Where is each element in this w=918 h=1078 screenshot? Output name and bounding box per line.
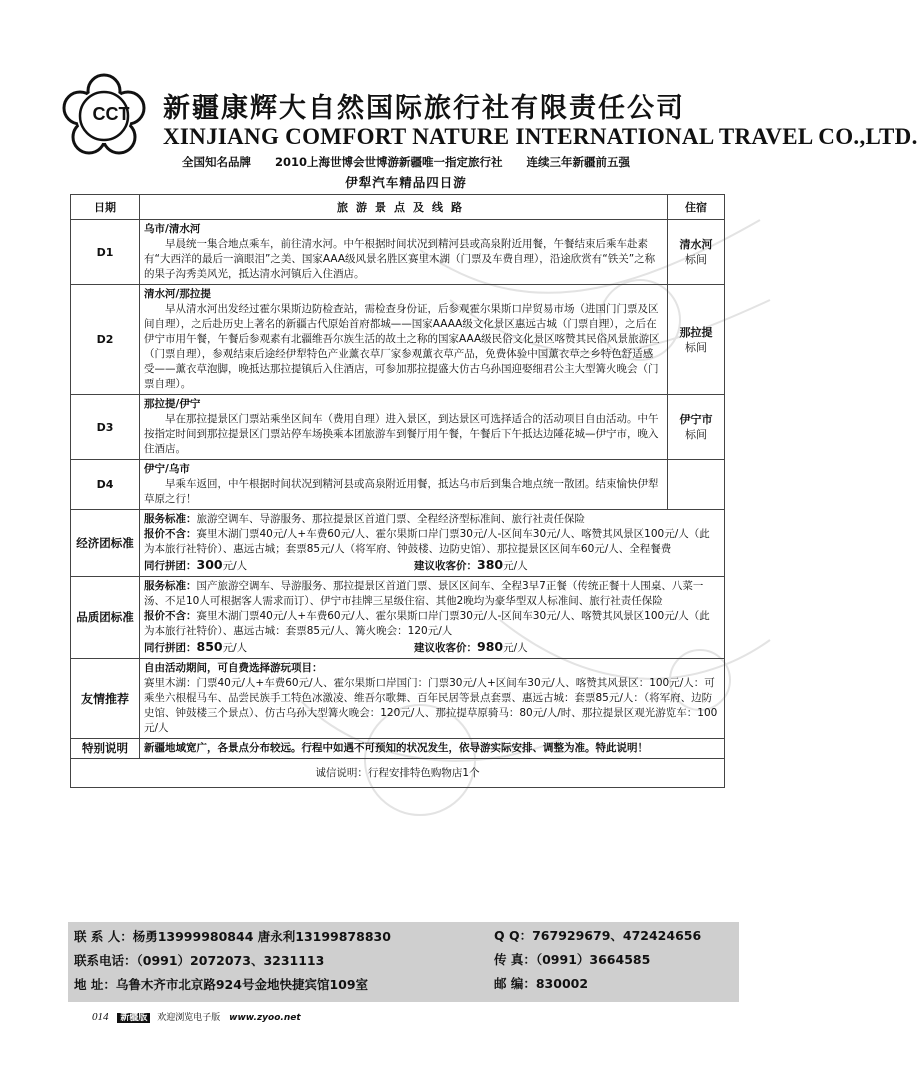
day-stay [668, 220, 725, 285]
person-label: 联 系 人： [74, 929, 133, 944]
itinerary-table [70, 194, 725, 788]
contact-row-fax [494, 950, 650, 968]
day-content [140, 285, 668, 395]
address-value: 乌鲁木齐市北京路924号金地快捷宾馆109室 [115, 977, 369, 992]
suggest-price: 980 [477, 639, 504, 654]
peer-price: 300 [196, 557, 223, 572]
footer-text: 欢迎浏览电子版 [157, 1013, 221, 1023]
stay-place: 伊宁市 [679, 413, 713, 426]
special-label: 特别说明 [71, 739, 140, 759]
price-unit: 元/人 [503, 560, 528, 572]
suggest-price-block [414, 639, 528, 656]
day-desc: 早在那拉提景区门票站乘坐区间车（费用自理）进入景区，到达景区可选择适合的活动项目自由活动。中午按指定时间到那拉提景区门票站停车场换乘本团旅游车到餐厅用午餐，午餐后下午抵达边陲花城—伊宁市，晚入住酒店。 [144, 413, 659, 455]
economy-content [140, 510, 725, 577]
table-row-day [71, 395, 725, 460]
table-row-day [71, 220, 725, 285]
stay-place: 那拉提 [679, 325, 713, 339]
recommend-heading: 自由活动期间，可自费选择游玩项目： [144, 662, 323, 674]
table-row-special [71, 739, 725, 759]
zip-label: 邮 编： [494, 976, 536, 991]
recommend-label: 友情推荐 [71, 659, 140, 739]
economy-excluded [144, 527, 720, 557]
service-text: 旅游空调车、导游服务、那拉提景区首道门票、全程经济型标准间、旅行社责任保险 [196, 513, 585, 525]
table-row-economy [71, 510, 725, 577]
service-label: 服务标准： [144, 513, 197, 525]
contact-box [68, 922, 739, 1002]
company-name-cn: 新疆康辉大自然国际旅行社有限责任公司 [163, 93, 685, 124]
page-footer [92, 1010, 301, 1026]
quality-label: 品质团标准 [71, 577, 140, 659]
recommend-content [140, 659, 725, 739]
day-desc: 早从清水河出发经过霍尔果斯边防检查站，需检查身份证，后参观霍尔果斯口岸贸易市场（进国门门票及区间自理），之后赴历史上著名的新疆古代原始首府都城——国家AAAA级文化景区惠远古城（门票自理），之后在伊宁市用午餐，午餐后参观素有北疆维吾尔族生活的故土之称的国家AAA级民俗文化景区喀赞其民俗风景旅游区（门票自理），参观结束后途经伊犁特色产业薰衣草厂家参观薰衣草产品，免费体验中国薰衣草之乡特色舒适感受——薰衣草泡脚，晚抵达那拉提镇后入住酒店，可参加那拉提盛大仿古乌孙国迎娶细君公主大型篝火晚会（门票自理）。 [144, 303, 660, 390]
day-content [140, 220, 668, 285]
day-title: 清水河/那拉提 [144, 288, 211, 300]
table-row-recommend [71, 659, 725, 739]
economy-price-row [144, 557, 720, 574]
price-unit: 元/人 [222, 560, 248, 572]
stay-type: 标间 [685, 428, 707, 441]
slogan-item: 连续三年新疆前五强 [526, 155, 631, 169]
contact-row-address [74, 974, 368, 996]
table-row-day [71, 460, 725, 510]
day-title: 伊宁/乌市 [144, 463, 190, 475]
day-title: 乌市/清水河 [144, 223, 201, 235]
stay-place: 清水河 [679, 238, 713, 251]
day-title: 那拉提/伊宁 [144, 398, 201, 410]
peer-price-block [144, 639, 414, 656]
zip-value: 830002 [535, 976, 589, 991]
suggest-price: 380 [477, 557, 504, 572]
contact-row-zip [494, 974, 588, 992]
company-logo [62, 74, 146, 158]
day-stay [668, 285, 725, 395]
header-stay: 住宿 [668, 195, 725, 220]
day-content [140, 395, 668, 460]
price-unit: 元/人 [222, 642, 248, 654]
day-label: D1 [71, 220, 140, 285]
peer-label: 同行拼团： [144, 642, 197, 654]
phone-label: 联系电话： [74, 953, 137, 968]
tour-title: 伊犁汽车精品四日游 [345, 175, 467, 190]
honesty-note: 诚信说明：行程安排特色购物店1个 [71, 759, 725, 788]
fax-value: （0991）3664585 [535, 952, 651, 967]
header-date: 日期 [71, 195, 140, 220]
contact-row-person [74, 926, 391, 948]
person-value: 杨勇13999980844 唐永利13199878830 [132, 929, 391, 944]
peer-price-block [144, 557, 414, 574]
table-row-quality [71, 577, 725, 659]
stay-type: 标间 [685, 253, 707, 266]
excluded-text: 赛里木湖门票40元/人+车费60元/人、霍尔果斯口岸门票30元/人-区间车30元/人、喀赞其风景区100元/人（此为本旅行社特价）、惠远古城：套票85元/人、篝火晚会：120元/人 [144, 610, 710, 637]
stay-type: 标间 [685, 340, 707, 354]
suggest-price-block [414, 557, 528, 574]
header-route: 旅游景点及线路 [140, 195, 668, 220]
address-label: 地 址： [74, 977, 116, 992]
quality-excluded [144, 609, 720, 639]
service-text: 国产旅游空调车、导游服务、那拉提景区首道门票、景区区间车、全程3早7正餐（传统正餐十人围桌、八菜一汤、不足10人可根据客人需求而订）、伊宁市挂牌三星级住宿、其他2晚均为豪华型双人标准间、旅行社责任保险 [144, 580, 704, 607]
price-unit: 元/人 [503, 642, 528, 654]
economy-service [144, 512, 720, 527]
slogan-item: 全国知名品牌 [181, 155, 251, 169]
peer-price: 850 [196, 639, 223, 654]
special-text: 新疆地域宽广，各景点分布较远。行程中如遇不可预知的状况发生，依导游实际安排、调整为准。特此说明！ [140, 739, 725, 759]
phone-value: （0991）2072073、3231113 [136, 953, 325, 968]
quality-service [144, 579, 720, 609]
day-label: D2 [71, 285, 140, 395]
excluded-text: 赛里木湖门票40元/人+车费60元/人、霍尔果斯口岸门票30元/人-区间车30元/人、喀赞其风景区100元/人（此为本旅行社特价）、惠远古城；套票85元/人（将军府、钟鼓楼、边防史馆）、那拉提景区区间车60元/人、全程餐费 [144, 528, 710, 555]
peer-label: 同行拼团： [144, 560, 197, 572]
excluded-label: 报价不含： [144, 610, 197, 622]
day-stay [668, 395, 725, 460]
quality-price-row [144, 639, 720, 656]
day-desc: 早乘车返回，中午根据时间状况到精河县或高泉附近用餐，抵达乌市后到集合地点统一散团。结束愉快伊犁草原之行！ [144, 478, 659, 505]
day-stay [668, 460, 725, 510]
table-row-day [71, 285, 725, 395]
qq-label: Q Q： [494, 928, 533, 943]
service-label: 服务标准： [144, 580, 197, 592]
contact-row-phone [74, 950, 324, 972]
slogan-line [56, 154, 756, 170]
footer-site-link[interactable]: www.zyoo.net [229, 1013, 301, 1023]
quality-content [140, 577, 725, 659]
edition-tag: 新疆版 [117, 1013, 150, 1023]
recommend-text: 赛里木湖：门票40元/人+车费60元/人、霍尔果斯口岸国门：门票30元/人+区间车30元/人、喀赞其风景区：100元/人：可乘坐六根棍马车、品尝民族手工特色冰激凌、维吾尔歌舞、百年民居等景点套票、惠远古城：套票85元/人：（将军府、边防史馆、钟鼓楼三个景点）、仿古乌孙大型篝火晚会：120元/人、那拉提草原骑马：80元/人/时、那拉提景区观光游览车：100元/人 [144, 677, 718, 734]
company-header [56, 72, 918, 190]
table-row-honesty [71, 759, 725, 788]
suggest-label: 建议收客价： [414, 642, 477, 654]
page-number: 014 [92, 1011, 109, 1023]
logo-text: CCT [92, 104, 130, 124]
fax-label: 传 真： [494, 952, 536, 967]
excluded-label: 报价不含： [144, 528, 197, 540]
suggest-label: 建议收客价： [414, 560, 477, 572]
economy-label: 经济团标准 [71, 510, 140, 577]
slogan-item: 2010上海世博会世博游新疆唯一指定旅行社 [274, 155, 503, 169]
day-content [140, 460, 668, 510]
company-name-en: XINJIANG COMFORT NATURE INTERNATIONAL TRAVEL CO.,LTD. [163, 124, 918, 149]
day-label: D4 [71, 460, 140, 510]
table-header-row [71, 195, 725, 220]
day-label: D3 [71, 395, 140, 460]
contact-row-qq [494, 926, 701, 944]
qq-value: 767929679、472424656 [532, 928, 702, 943]
day-desc: 早晨统一集合地点乘车，前往清水河。中午根据时间状况到精河县或高泉附近用餐，午餐结束后乘车赴素有“大西洋的最后一滴眼泪”之美、国家AAA级风景名胜区赛里木湖（门票及车费自理），沿途欣赏有“铁关”之称的果子沟秀美风光，抵达清水河镇后入住酒店。 [144, 238, 656, 280]
